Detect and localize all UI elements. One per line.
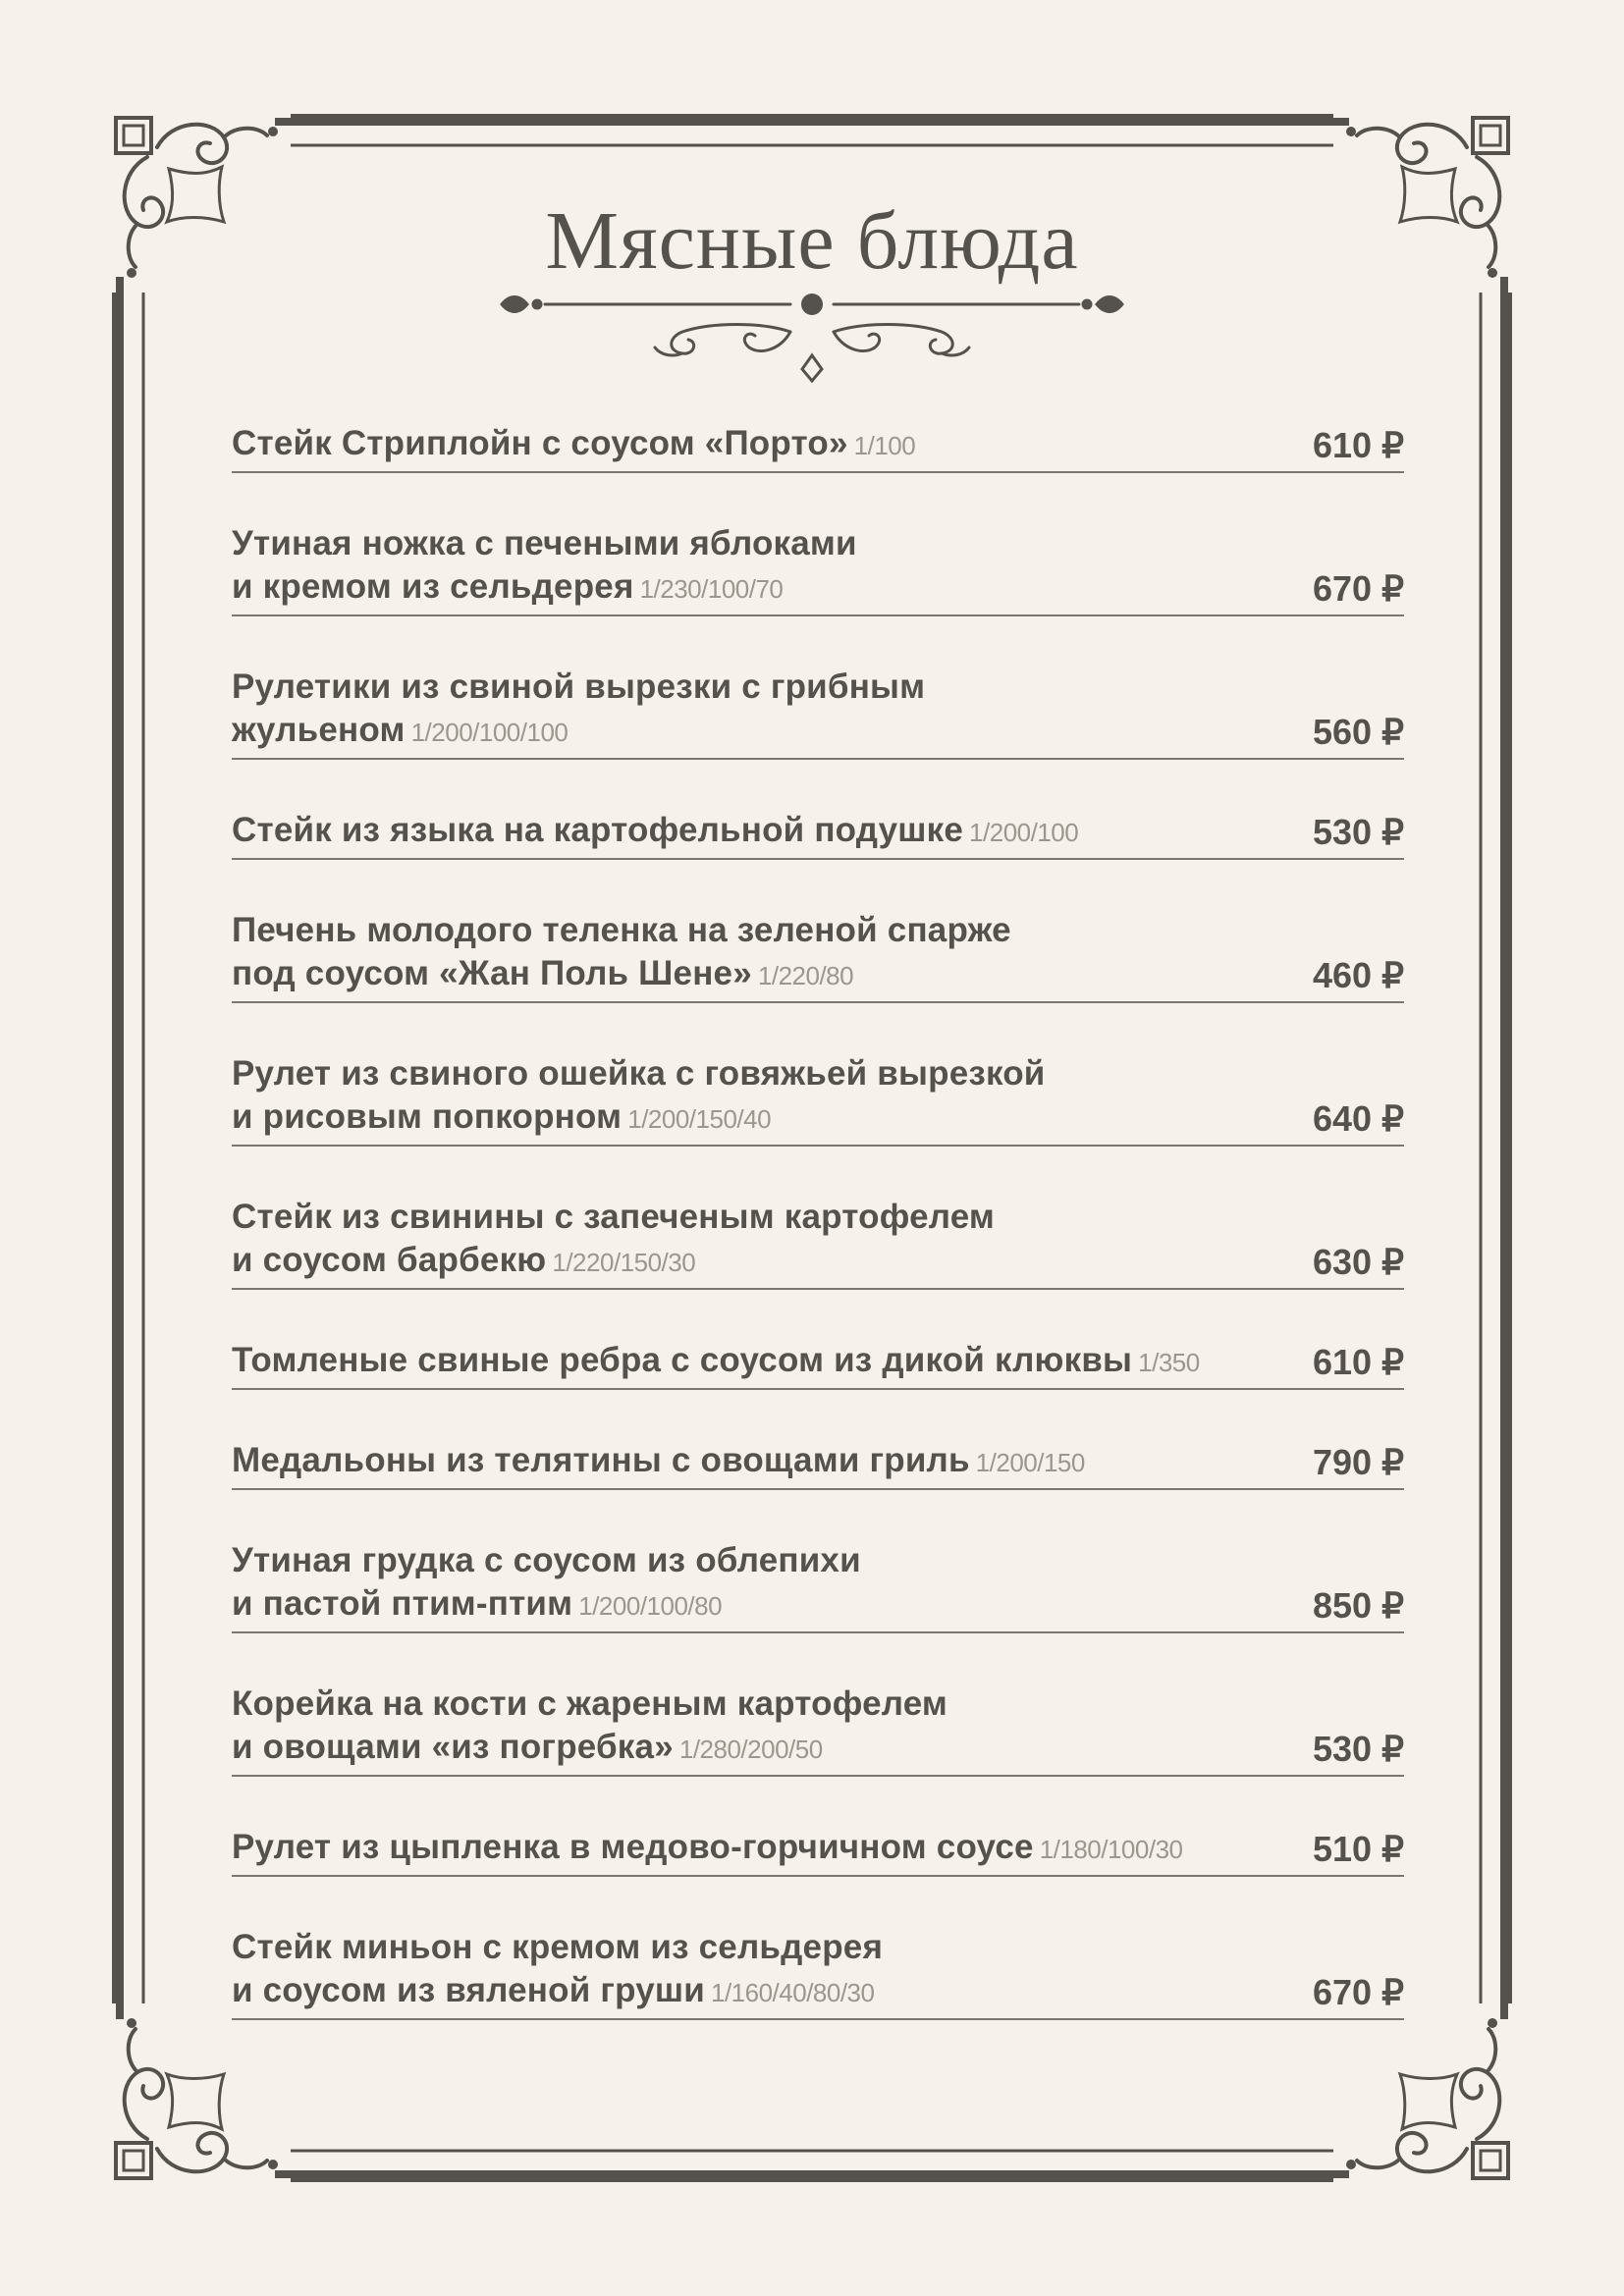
dish-name-line [232, 1339, 1267, 1384]
dish-name [232, 666, 1404, 754]
menu-list [232, 422, 1404, 2069]
dish-weight: 1/200/100 [969, 818, 1079, 847]
menu-item [232, 422, 1404, 473]
dish-price: 530 ₽ [1313, 812, 1404, 852]
dish-name-text: и кремом из сельдерея [232, 567, 634, 606]
dish-name-line [232, 1926, 1267, 1969]
dish-name [232, 909, 1404, 997]
dish-name-line [232, 1969, 1267, 2014]
dish-name-line [232, 909, 1267, 952]
dish-name-text: и соусом барбекю [232, 1241, 547, 1279]
dish-name-line [232, 1539, 1267, 1582]
menu-item [232, 666, 1404, 760]
dish-name [232, 1052, 1404, 1141]
dish-price: 850 ₽ [1313, 1585, 1404, 1626]
dish-price: 610 ₽ [1313, 1342, 1404, 1382]
dish-name [232, 422, 1404, 467]
page-title: Мясные блюда [545, 195, 1079, 287]
dish-price: 670 ₽ [1313, 568, 1404, 609]
dish-name-line [232, 1582, 1267, 1628]
dish-name-text: и соусом из вяленой груши [232, 1971, 705, 2009]
dish-weight: 1/220/150/30 [552, 1248, 696, 1277]
dish-name-line [232, 1095, 1267, 1141]
dish-price: 610 ₽ [1313, 425, 1404, 465]
dish-name [232, 522, 1404, 611]
menu-item [232, 1682, 1404, 1777]
dish-name-text: Медальоны из телятины с овощами гриль [232, 1441, 970, 1479]
dish-weight: 1/200/150/40 [627, 1104, 772, 1134]
dish-name-line [232, 666, 1267, 754]
dish-name-line [232, 1196, 1267, 1239]
dish-name [232, 1439, 1404, 1484]
dish-weight: 1/160/40/80/30 [710, 1978, 875, 2007]
dish-weight: 1/200/150 [975, 1448, 1085, 1477]
menu-item [232, 909, 1404, 1003]
dish-price: 460 ₽ [1313, 955, 1404, 995]
dish-name-text: и овощами «из погребка» [232, 1728, 674, 1766]
dish-name-line [232, 1682, 1267, 1726]
dish-name-line [232, 1826, 1267, 1871]
dish-price: 630 ₽ [1313, 1242, 1404, 1282]
dish-weight: 1/200/100/80 [578, 1591, 723, 1621]
title-flourish-icon [496, 283, 1128, 385]
dish-weight: 1/180/100/30 [1039, 1835, 1183, 1864]
dish-name-line [232, 522, 1267, 565]
dish-name-text: Утиная грудка с соусом из облепихи [232, 1541, 861, 1579]
dish-name-text: Стейк из свинины с запеченым картофелем [232, 1198, 995, 1236]
dish-price: 640 ₽ [1313, 1098, 1404, 1139]
dish-name-line [232, 1052, 1267, 1095]
dish-name [232, 809, 1404, 854]
dish-name-text: Стейк миньон с кремом из сельдерея [232, 1928, 884, 1966]
dish-name [232, 1826, 1404, 1871]
dish-name-text: Рулет из цыпленка в медово-горчичном соусе [232, 1828, 1034, 1866]
dish-name-line [232, 1439, 1267, 1484]
dish-name-text: Рулет из свиного ошейка с говяжьей вырезкой [232, 1054, 1046, 1093]
dish-name-text: Стейк из языка на картофельной подушке [232, 811, 964, 849]
menu-item [232, 809, 1404, 860]
dish-name-text: Утиная ножка с печеными яблоками [232, 524, 857, 562]
dish-weight: 1/350 [1138, 1348, 1200, 1377]
dish-name [232, 1539, 1404, 1628]
dish-name-line [232, 1239, 1267, 1284]
dish-weight: 1/280/200/50 [678, 1735, 823, 1764]
dish-name-line [232, 1726, 1267, 1771]
dish-name [232, 1926, 1404, 2014]
dish-name-line [232, 809, 1267, 854]
dish-weight: 1/100 [853, 431, 916, 460]
dish-name-line [232, 952, 1267, 997]
dish-name-text: Томленые свиные ребра с соусом из дикой клюквы [232, 1341, 1133, 1379]
dish-name-text: под соусом «Жан Поль Шене» [232, 954, 752, 992]
dish-name-line [232, 422, 1267, 467]
dish-price: 560 ₽ [1313, 712, 1404, 752]
dish-name [232, 1339, 1404, 1384]
dish-name-text: Стейк Стриплойн с соусом «Порто» [232, 424, 848, 462]
dish-name-line [232, 565, 1267, 611]
dish-name [232, 1682, 1404, 1771]
dish-weight: 1/200/100/100 [410, 718, 568, 747]
menu-item [232, 1539, 1404, 1633]
dish-name-text: Печень молодого теленка на зеленой спарже [232, 911, 1011, 949]
dish-weight: 1/230/100/70 [639, 574, 784, 604]
menu-item [232, 522, 1404, 616]
dish-name [232, 1196, 1404, 1284]
dish-price: 530 ₽ [1313, 1729, 1404, 1769]
dish-price: 510 ₽ [1313, 1829, 1404, 1869]
dish-price: 790 ₽ [1313, 1442, 1404, 1482]
menu-item [232, 1052, 1404, 1147]
dish-name-text: Рулетики из свиной вырезки с грибным жульеном [232, 667, 926, 749]
menu-item [232, 1339, 1404, 1390]
menu-item [232, 1439, 1404, 1490]
dish-name-text: Корейка на кости с жареным картофелем [232, 1684, 948, 1723]
dish-name-text: и рисовым попкорном [232, 1097, 623, 1136]
menu-item [232, 1826, 1404, 1877]
dish-name-text: и пастой птим-птим [232, 1584, 573, 1623]
menu-item [232, 1196, 1404, 1290]
dish-price: 670 ₽ [1313, 1972, 1404, 2012]
menu-item [232, 1926, 1404, 2020]
dish-weight: 1/220/80 [757, 961, 854, 990]
